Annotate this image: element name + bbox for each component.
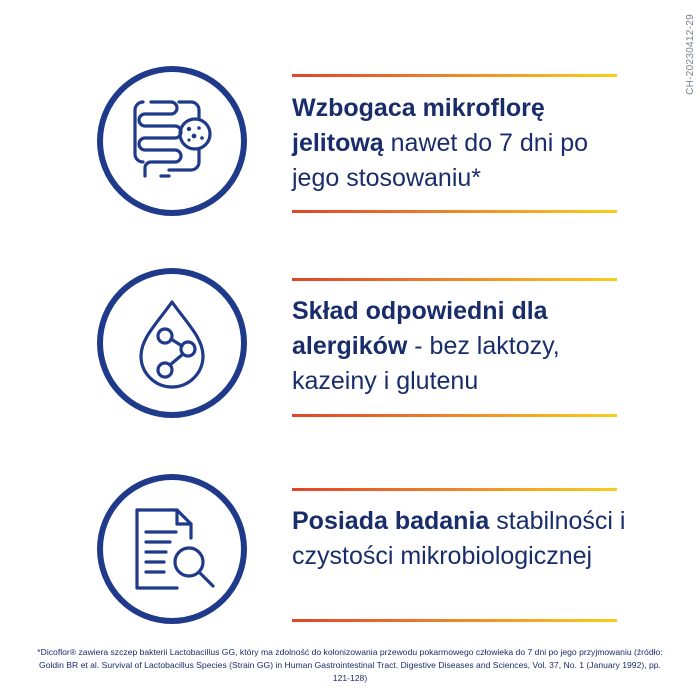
- document-magnifier-icon: [103, 480, 241, 618]
- feature-headline: Wzbogaca mikroflorę jelitową: [292, 94, 545, 157]
- feature-circle: [97, 474, 247, 624]
- feature-headline: Skład odpowiedni dla alergików: [292, 297, 548, 360]
- feature-circle: [97, 268, 247, 418]
- feature-text: [292, 294, 632, 399]
- feature-description: nawet do 7 dni po jego stosowaniu*: [292, 129, 589, 192]
- drop-molecule-icon: [103, 274, 241, 412]
- divider-bottom: [292, 619, 617, 622]
- divider-bottom: [292, 210, 617, 213]
- feature-text: [292, 504, 632, 574]
- divider-top: [292, 488, 617, 491]
- feature-description: - bez laktozy, kazeiny i glutenu: [292, 332, 560, 395]
- document-code: CH-20230412-29: [685, 14, 696, 95]
- divider-top: [292, 278, 617, 281]
- feature-description: stabilności i czystości mikrobiologicznej: [292, 507, 626, 570]
- footnote: *Dicoflor® zawiera szczep bakterii Lactobacillus GG, który ma zdolność do kolonizowania przewodu pokarmowego człowieka do 7 dni po jego przyjmowaniu (źródło: Goldin BR et al. Survival of Lactobacillus Species (Strain GG) in Human Gastrointestinal Tract. Digestive Diseases and Sciences, Vol. 37, No. 1 (January 1992), pp. 121-128): [37, 647, 663, 683]
- divider-bottom: [292, 414, 617, 417]
- feature-headline: Posiada badania: [292, 507, 490, 535]
